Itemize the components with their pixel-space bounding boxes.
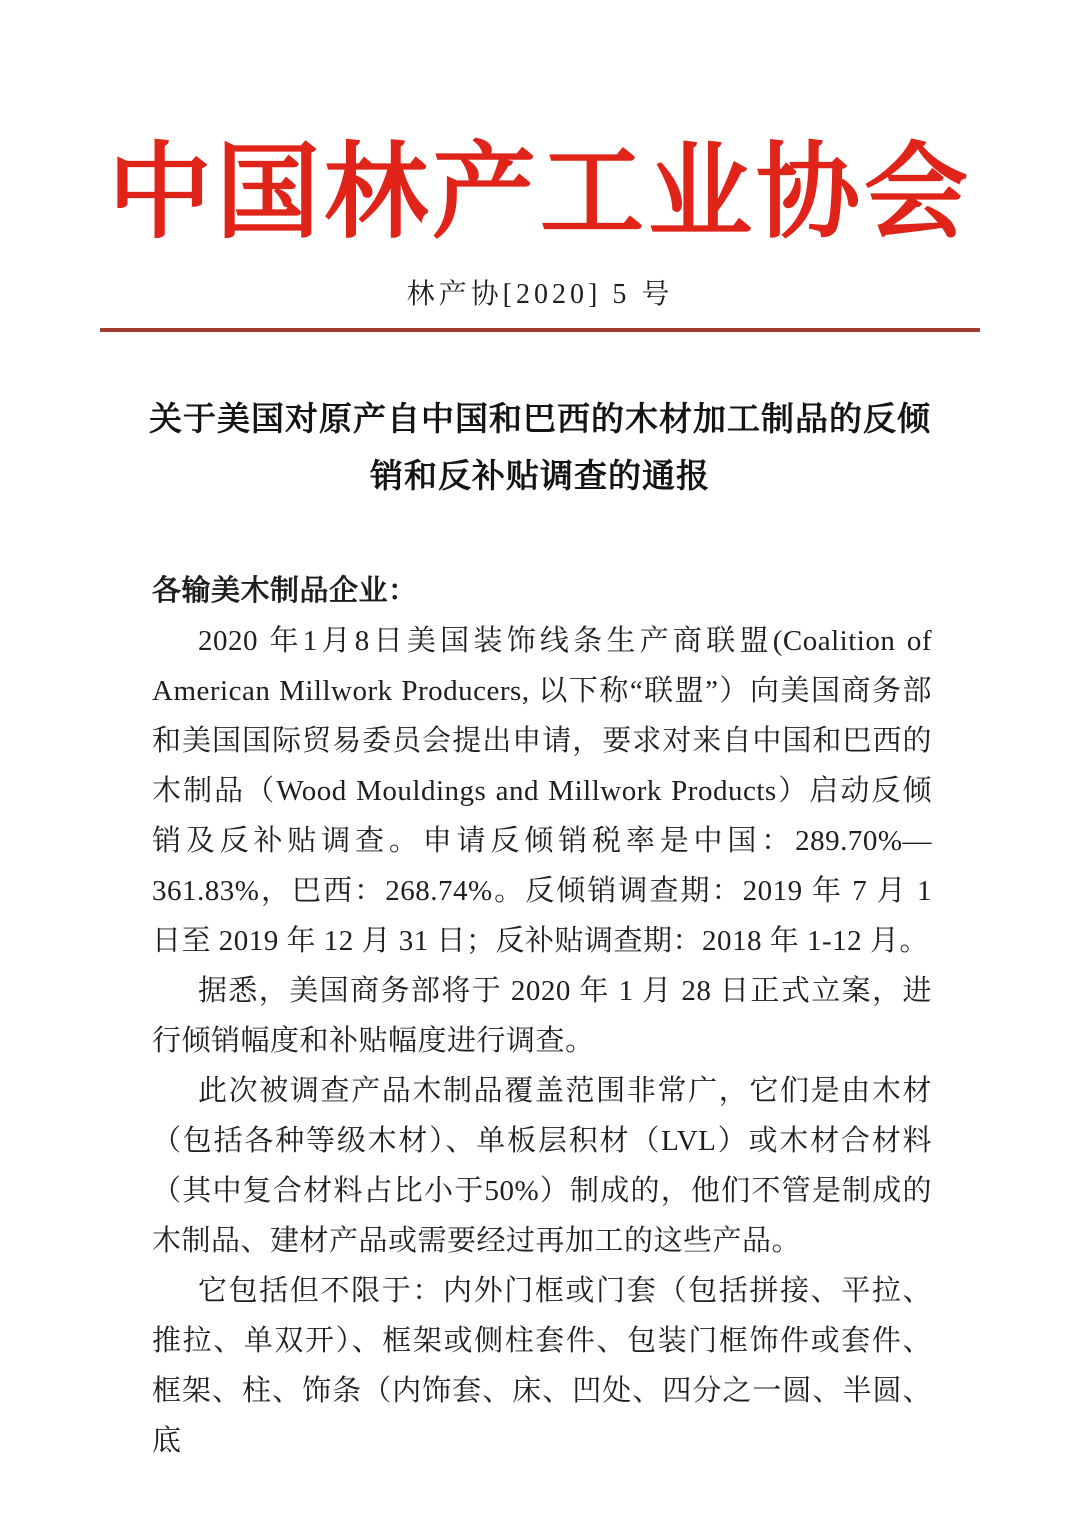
body-paragraph: 此次被调查产品木制品覆盖范围非常广，它们是由木材（包括各种等级木材）、单板层积材（LVL）或木材合材料（其中复合材料占比小于50%）制成的，他们不管是制成的木制品、建材产品或需要经过再加工的这些产品。: [152, 1074, 932, 1257]
document-body: [152, 566, 932, 1466]
body-paragraph: 据悉，美国商务部将于 2020 年 1 月 28 日正式立案，进行倾销幅度和补贴幅度进行调查。: [152, 974, 932, 1057]
document-title-line-2: 销和反补贴调查的通报: [370, 458, 710, 495]
doc-number: 林产协[2020] 5 号: [406, 278, 674, 310]
letterhead: [0, 0, 1080, 332]
org-name: 中国林产工业协会: [107, 136, 972, 251]
body-paragraph: 2020 年1月8日美国装饰线条生产商联盟(Coalition of American Millwork Producers, 以下称“联盟”）向美国商务部和美国国际贸易委员会提出申请，要求对来自中国和巴西的木制品（Wood Mouldings and Millwork Products）启动反倾销及反补贴调查。申请反倾销税率是中国：289.70%—361.83%，巴西：268.74%。反倾销调查期：2019 年 7 月 1 日至 2019 年 12 月 31 日；反补贴调查期：2018 年 1-12 月。: [152, 624, 932, 957]
document-title-line-1: 关于美国对原产自中国和巴西的木材加工制品的反倾: [149, 401, 931, 438]
document-title: [0, 392, 1080, 506]
letterhead-divider: [100, 328, 980, 332]
paragraph-container: [152, 616, 932, 1466]
body-paragraph: 它包括但不限于：内外门框或门套（包括拼接、平拉、推拉、单双开）、框架或侧柱套件、包装门框饰件或套件、框架、柱、饰条（内饰套、床、凹处、四分之一圆、半圆、底: [152, 1274, 932, 1457]
salutation: 各输美木制品企业：: [152, 574, 418, 607]
